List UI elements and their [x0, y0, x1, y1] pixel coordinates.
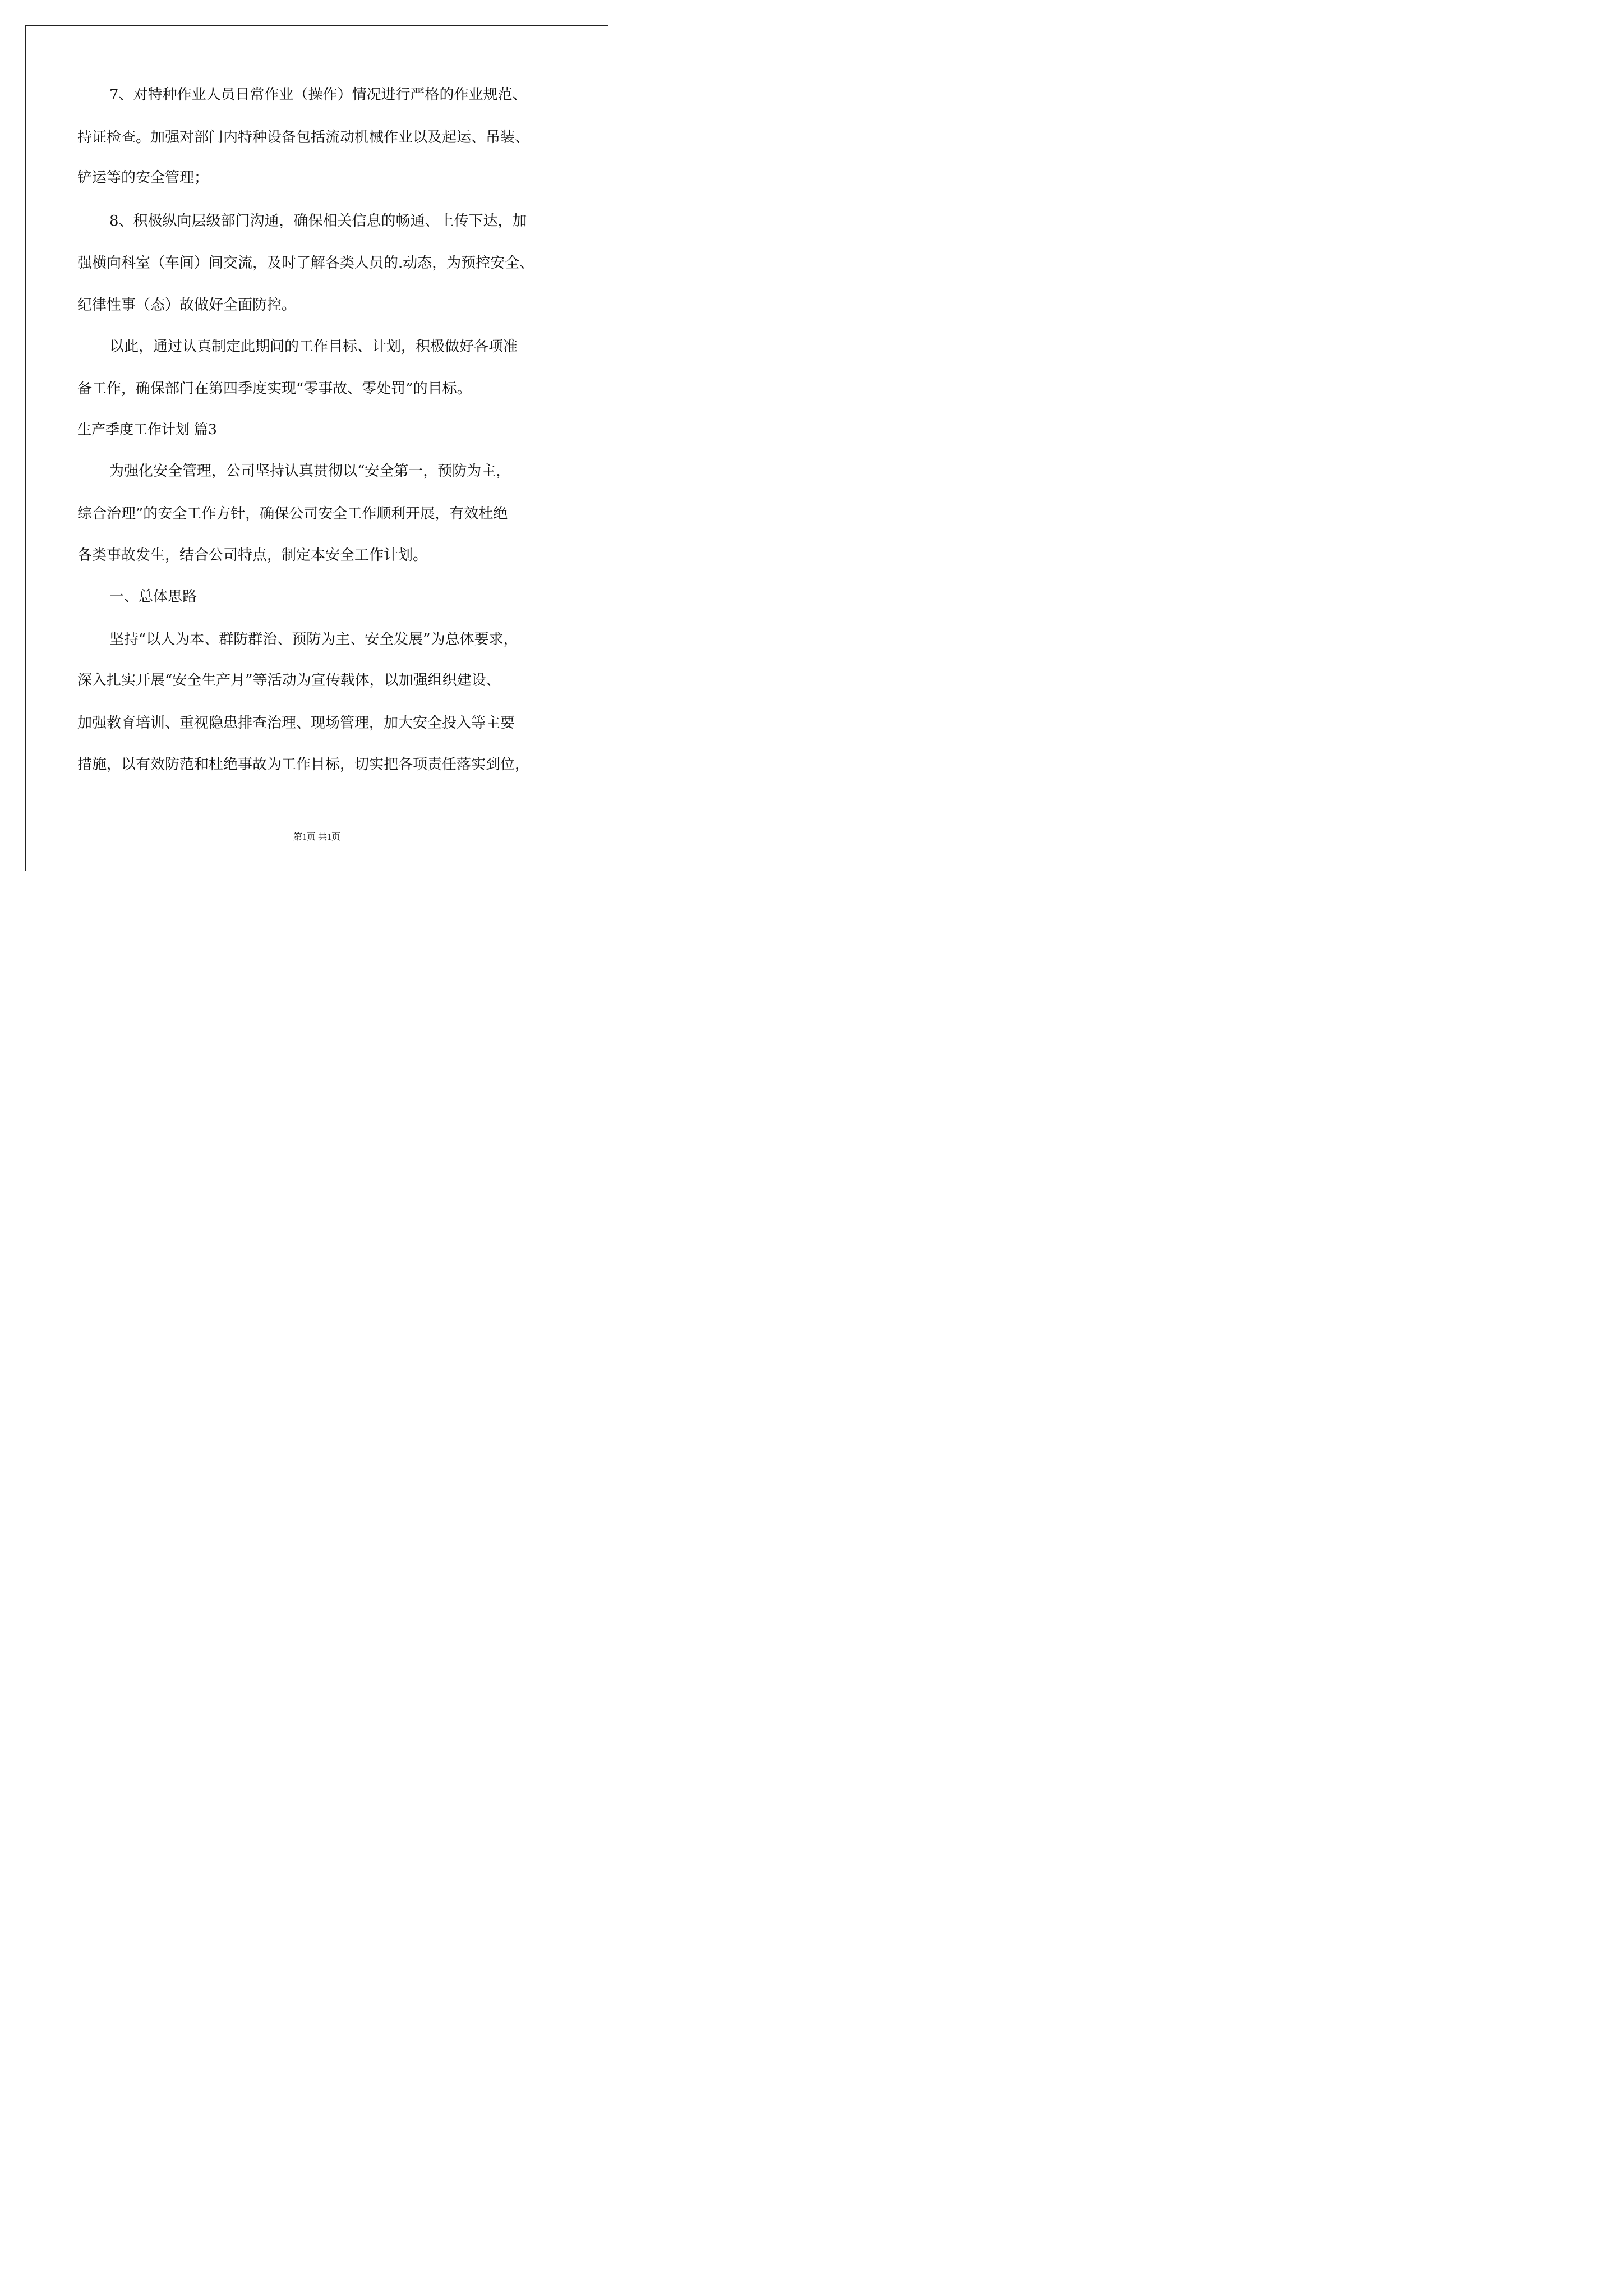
subheading: 一、总体思路	[109, 588, 197, 605]
body-line: 以此，通过认真制定此期间的工作目标、计划，积极做好各项准	[109, 338, 518, 355]
body-line: 铲运等的安全管理；	[77, 169, 209, 186]
body-line: 强横向科室（车间）间交流，及时了解各类人员的.动态，为预控安全、	[77, 255, 534, 272]
body-line: 为强化安全管理，公司坚持认真贯彻以“安全第一，预防为主，	[109, 463, 511, 480]
page-border	[25, 25, 608, 871]
body-line: 措施，以有效防范和杜绝事故为工作目标，切实把各项责任落实到位，	[77, 756, 530, 773]
page-footer: 第1页 共1页	[293, 832, 340, 842]
body-line: 备工作，确保部门在第四季度实现“零事故、零处罚”的目标。	[77, 380, 472, 397]
body-line: 深入扎实开展“安全生产月”等活动为宣传载体，以加强组织建设、	[77, 672, 501, 689]
body-line: 持证检查。加强对部门内特种设备包括流动机械作业以及起运、吊装、	[77, 129, 530, 146]
body-line: 纪律性事（态）故做好全面防控。	[77, 297, 297, 314]
body-line: 综合治理”的安全工作方针，确保公司安全工作顺利开展，有效杜绝	[77, 505, 508, 522]
body-line: 坚持“以人为本、群防群治、预防为主、安全发展”为总体要求，	[109, 631, 518, 648]
body-line: 各类事故发生，结合公司特点，制定本安全工作计划。	[77, 547, 428, 564]
body-line: 加强教育培训、重视隐患排查治理、现场管理，加大安全投入等主要	[77, 715, 515, 731]
body-line: 7、对特种作业人员日常作业（操作）情况进行严格的作业规范、	[109, 86, 527, 103]
body-line: 8、积极纵向层级部门沟通，确保相关信息的畅通、上传下达，加	[109, 213, 527, 229]
section-heading: 生产季度工作计划 篇3	[77, 421, 217, 438]
